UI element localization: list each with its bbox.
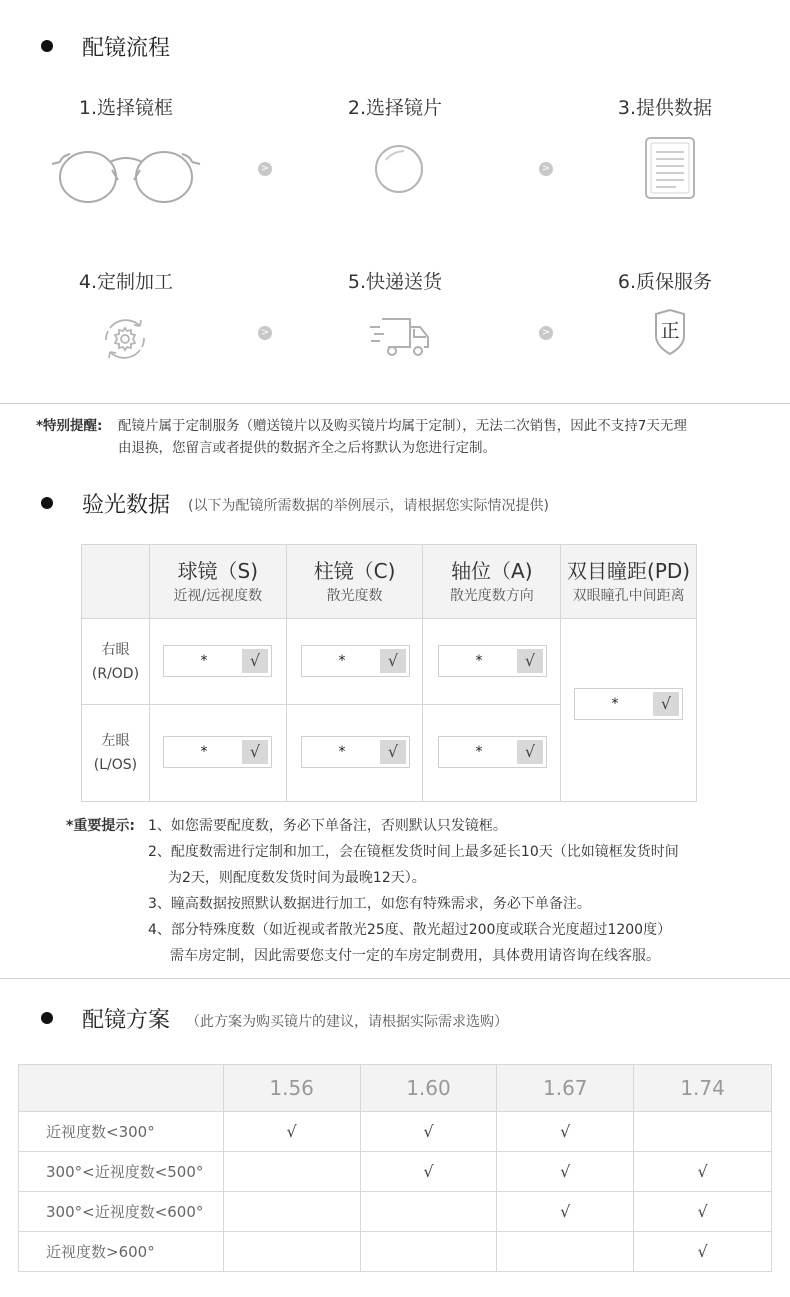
check-icon[interactable]: √ (517, 740, 543, 764)
note-item-1: 1、如您需要配度数，务必下单备注，否则默认只发镜框。 (148, 818, 507, 834)
field-value: * (475, 653, 483, 669)
cylinder-left-input[interactable] (301, 736, 410, 768)
plan-cell (497, 1112, 634, 1152)
eye-name: 左眼 (101, 733, 130, 749)
step-label-4: 4.定制加工 (78, 271, 174, 293)
check-icon: √ (560, 1122, 571, 1141)
reminder-label: *特别提醒: (36, 418, 103, 434)
row-label-right-eye (82, 619, 150, 705)
note-item-4: 4、部分特殊度数（如近视或者散光25度、散光超过200度或联合光度超过1200度） (148, 922, 672, 938)
note-item-2-cont: 为2天，则配度数发货时间为最晚12天）。 (168, 870, 426, 886)
section-bullet (41, 1012, 53, 1024)
lens-plan-table (18, 1064, 772, 1272)
delivery-truck-icon (368, 315, 432, 359)
plan-row-label: 300°<近视度数<500° (19, 1152, 224, 1192)
check-icon[interactable]: √ (653, 692, 679, 716)
axis-right-input[interactable] (438, 645, 547, 677)
eye-code: (R/OD) (91, 665, 140, 682)
row-label-left-eye (82, 705, 150, 802)
chevron-right-icon: > (258, 326, 272, 340)
check-icon: √ (560, 1162, 571, 1181)
plan-header-index: 1.67 (497, 1065, 634, 1112)
header-subtitle: 近视/远视度数 (173, 587, 263, 604)
header-title: 双目瞳距(PD) (567, 558, 691, 583)
section-title-process: 配镜流程 (82, 36, 171, 61)
plan-row-label: 近视度数>600° (19, 1232, 224, 1272)
header-axis (423, 545, 561, 619)
step-label-1: 1.选择镜框 (78, 97, 174, 119)
check-icon: √ (560, 1202, 571, 1221)
header-subtitle: 双眼瞳孔中间距离 (572, 587, 685, 604)
divider (0, 978, 790, 979)
chevron-right-icon: > (258, 162, 272, 176)
plan-cell (223, 1192, 360, 1232)
check-icon: √ (286, 1122, 297, 1141)
sphere-left-input[interactable] (163, 736, 272, 768)
section-bullet (41, 497, 53, 509)
header-title: 球镜（S) (177, 558, 259, 583)
check-icon[interactable]: √ (517, 649, 543, 673)
header-empty-cell (82, 545, 150, 619)
check-icon: √ (697, 1202, 708, 1221)
field-value: * (475, 744, 483, 760)
check-icon: √ (423, 1162, 434, 1181)
header-subtitle: 散光度数 (326, 587, 383, 604)
plan-cell (360, 1112, 497, 1152)
check-icon: √ (697, 1242, 708, 1261)
step-label-6: 6.质保服务 (617, 271, 713, 293)
check-icon[interactable]: √ (242, 649, 268, 673)
field-value: * (200, 744, 208, 760)
notes-label: *重要提示: (66, 818, 135, 834)
plan-header-index: 1.74 (634, 1065, 772, 1112)
reminder-line-2: 由退换，您留言或者提供的数据齐全之后将默认为您进行定制。 (118, 440, 496, 456)
plan-header-index: 1.60 (360, 1065, 497, 1112)
header-subtitle: 散光度数方向 (449, 587, 534, 604)
step-label-3: 3.提供数据 (617, 97, 713, 119)
plan-row-label: 近视度数<300° (19, 1112, 224, 1152)
plan-cell (497, 1152, 634, 1192)
section-note-data: (以下为配镜所需数据的举例展示，请根据您实际情况提供) (188, 498, 549, 514)
plan-cell (360, 1232, 497, 1272)
plan-cell (497, 1192, 634, 1232)
check-icon[interactable]: √ (242, 740, 268, 764)
plan-cell (360, 1192, 497, 1232)
plan-cell (497, 1232, 634, 1272)
field-value: * (338, 653, 346, 669)
header-title: 轴位（A) (451, 558, 533, 583)
plan-cell (634, 1192, 772, 1232)
shield-icon-text: 正 (660, 320, 680, 342)
cylinder-right-input[interactable] (301, 645, 410, 677)
section-note-plan: （此方案为购买镜片的建议，请根据实际需求选购） (186, 1014, 508, 1030)
divider (0, 403, 790, 404)
section-bullet (41, 40, 53, 52)
axis-left-input[interactable] (438, 736, 547, 768)
plan-cell (360, 1152, 497, 1192)
field-value: * (611, 696, 619, 712)
section-title-data: 验光数据 (82, 493, 171, 518)
header-sphere (149, 545, 286, 619)
eyeglasses-icon (50, 148, 202, 206)
eye-code: (L/OS) (93, 757, 138, 773)
plan-cell (223, 1152, 360, 1192)
note-item-2: 2、配度数需进行定制和加工，会在镜框发货时间上最多延长10天（比如镜框发货时间 (148, 844, 679, 860)
eye-name: 右眼 (101, 641, 130, 658)
plan-header-empty (19, 1065, 224, 1112)
gear-cycle-icon (100, 314, 150, 364)
plan-header-index: 1.56 (223, 1065, 360, 1112)
step-label-2: 2.选择镜片 (347, 97, 443, 119)
check-icon[interactable]: √ (380, 649, 406, 673)
plan-row-label: 300°<近视度数<600° (19, 1192, 224, 1232)
sphere-right-input[interactable] (163, 645, 272, 677)
plan-cell (634, 1112, 772, 1152)
check-icon: √ (423, 1122, 434, 1141)
header-pd (561, 545, 697, 619)
step-label-5: 5.快递送货 (347, 271, 443, 293)
plan-cell (223, 1232, 360, 1272)
chevron-right-icon: > (539, 162, 553, 176)
document-icon (644, 136, 696, 200)
check-icon: √ (697, 1162, 708, 1181)
note-item-3: 3、瞳高数据按照默认数据进行加工，如您有特殊需求，务必下单备注。 (148, 896, 591, 912)
field-value: * (338, 744, 346, 760)
section-title-plan: 配镜方案 (82, 1008, 171, 1033)
plan-cell (223, 1112, 360, 1152)
header-title: 柱镜（C) (313, 558, 396, 583)
reminder-line-1: 配镜片属于定制服务（赠送镜片以及购买镜片均属于定制），无法二次销售，因此不支持7天无理 (118, 418, 687, 434)
lens-icon (374, 144, 424, 194)
note-item-4-cont: 需车房定制，因此需要您支付一定的车房定制费用，具体费用请咨询在线客服。 (170, 948, 660, 964)
chevron-right-icon: > (539, 326, 553, 340)
plan-cell (634, 1152, 772, 1192)
header-cylinder (286, 545, 423, 619)
check-icon[interactable]: √ (380, 740, 406, 764)
pd-input[interactable] (574, 688, 683, 720)
field-value: * (200, 653, 208, 669)
plan-cell (634, 1232, 772, 1272)
